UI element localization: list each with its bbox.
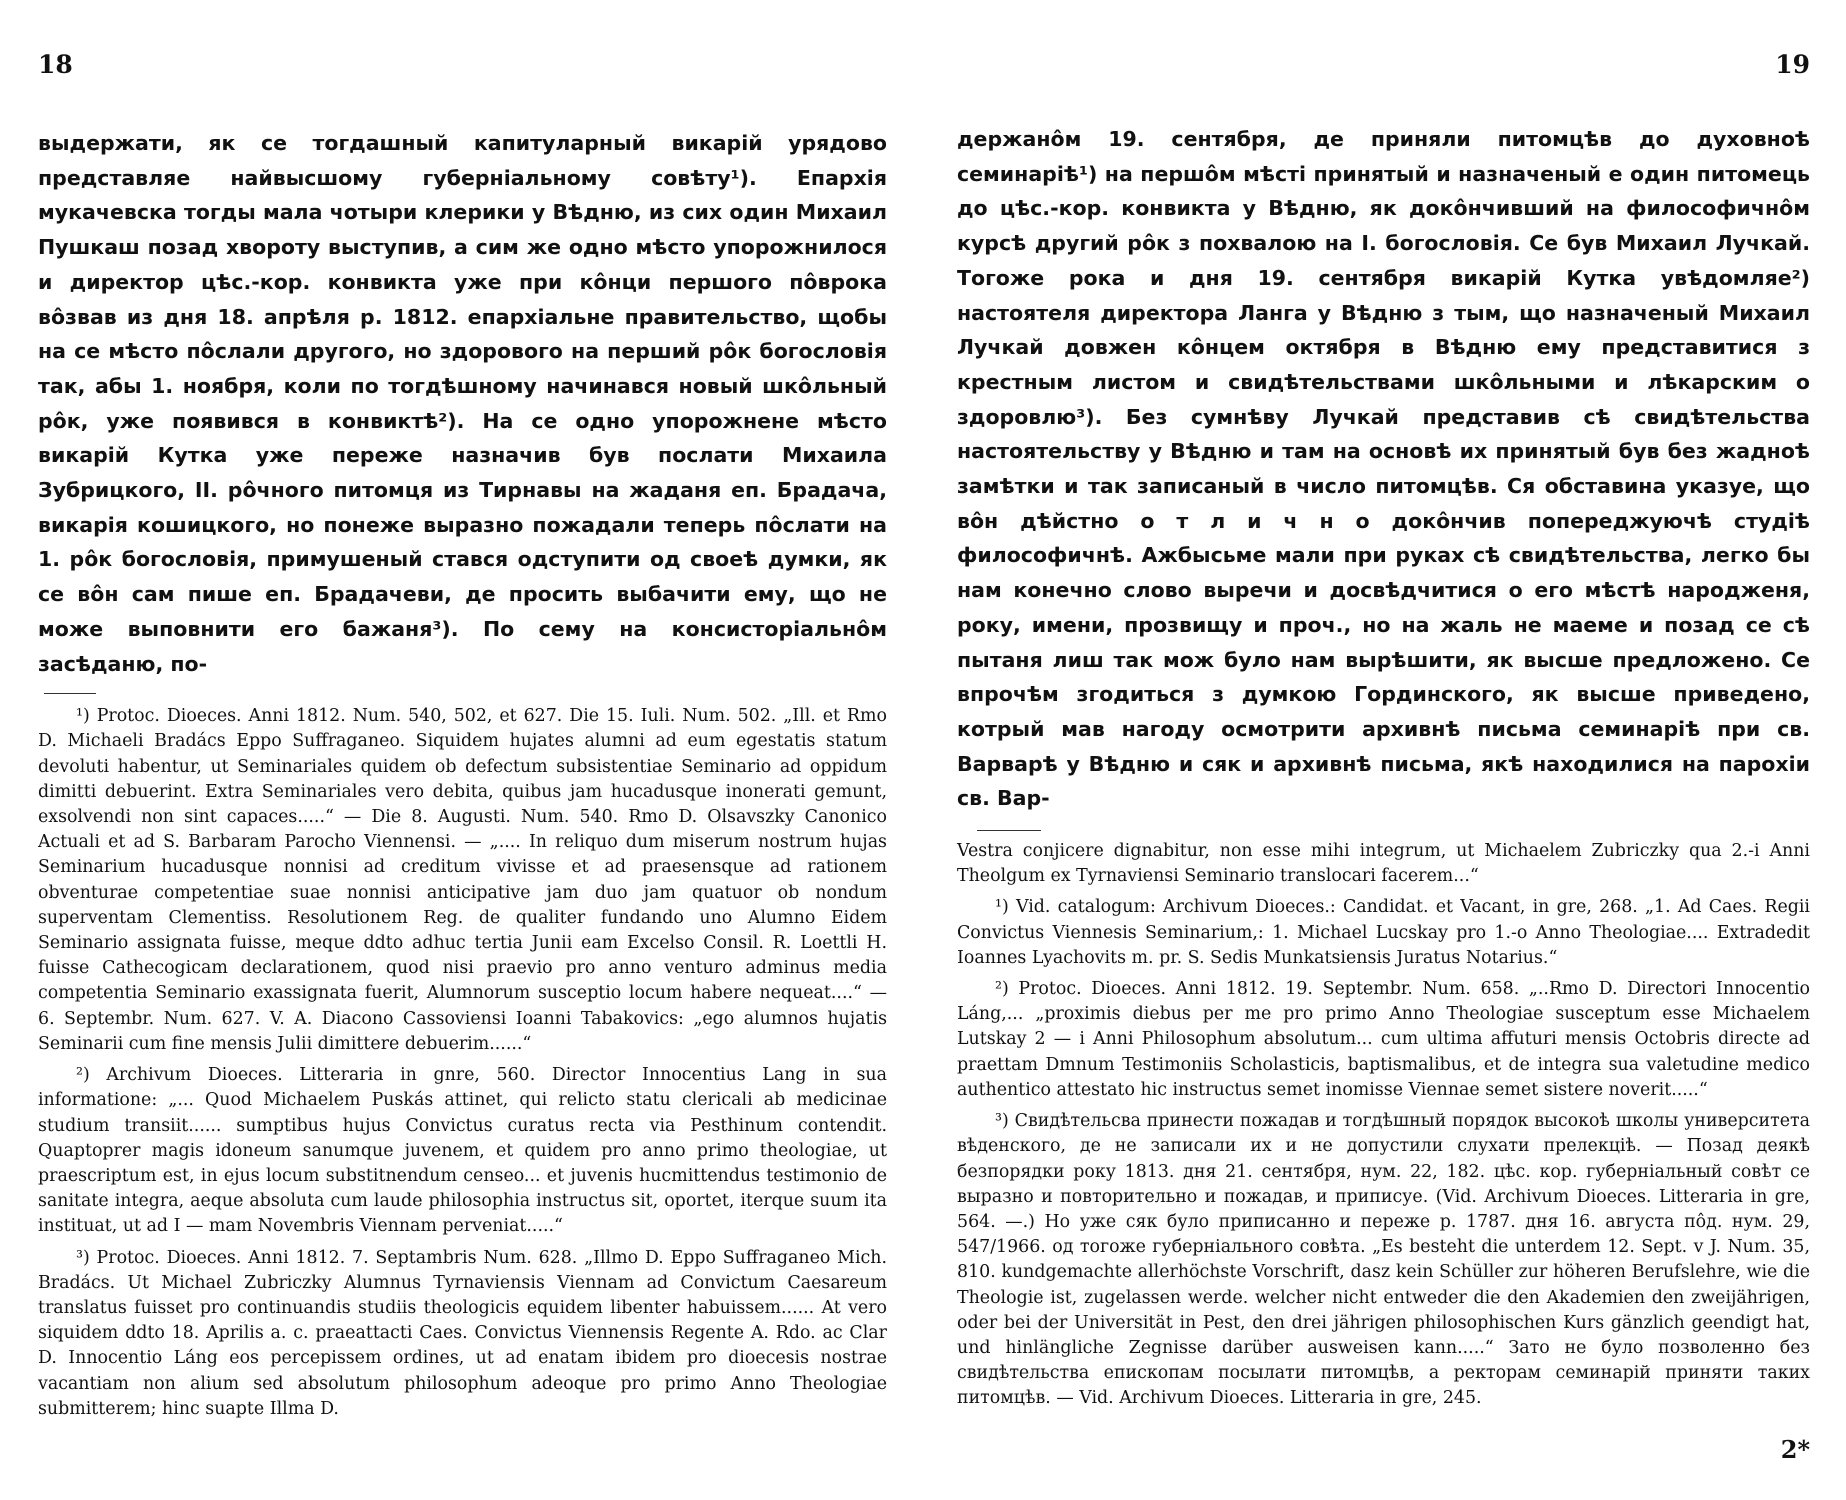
footnote: ³) Свидѣтельсва принести пожадав и тогдѣшный порядок высокоѣ школы университета вѣденского, де не записали их и не допустили слухати прелекціѣ. — Позад деякѣ безпорядки року 1813. дня 21. сентября, нум. 22, 182. цѣс. кор. губерніальный совѣт се выразно и повторительно и пожадав, и приписуе. (Vid. Archivum Dioeces. Litteraria in gre, 564. —.) Но уже сяк було приписанно и переже р. 1787. дня 16. августа пôд. нум. 29, 547/1966. од тогоже губерніального совѣта. „Es besteht die unterdem 12. Sept. v J. Num. 35, 810. kundgemachte allerhöchste Vorschrift, dasz kein Schüller zur höheren Berufslehre, wie die Theologie ist, zugelassen werde. welcher nicht entweder die den Akademien den zweijährigen, oder bei der Universität in Pest, den drei jährigen philosophischen Kurs gänzlich geendigt hat, und hinlängliche Zegnisse darüber ausweisen kann.....“ Зато не було позволенно без свидѣтельства епископам посылати питомцѣв, а ректорам семинарій приняти таких питомцѣв. — Vid. Archivum Dioeces. Litteraria in gre, 245.: [957, 1111, 1810, 1409]
footnote-continuation: Vestra conjicere dignabitur, non esse mihi integrum, ut Michaelem Zubriczky qua 2.-i Anni Theolgum ex Tyrnaviensi Seminario translocari facerem...“: [957, 841, 1810, 887]
footnote: ¹) Vid. catalogum: Archivum Dioeces.: Candidat. et Vacant, in gre, 268. „1. Ad Caes. Regii Convictus Viennesis Seminarium,: 1. Michael Lucskay pro 1.-o Anno Theologiae.... Extradedit Ioannes Lyachovits m. pr. S. Sedis Munkatsiensis Juratus Notarius.“: [957, 897, 1810, 968]
footnote: ³) Protoc. Dioeces. Anni 1812. 7. Septambris Num. 628. „Illmo D. Eppo Suffraganeo Mich. Bradács. Ut Michael Zubriczky Alumnus Tyrnaviensis Viennam ad Convictum Caesareum translatus fuisset pro continuandis studiis theologicis equidem libenter habuissem...... At vero siquidem ddto 18. Aprilis a. c. praeattacti Caes. Convictus Viennensis Regente A. Rdo. ac Clar D. Innocentio Láng eos percepissem ordines, ut ad enatam ibidem pro dioecesis nostrae vacantiam non alium sed absolutum philosophum adeoque pro primo Anno Theologiae submitterem; hinc suapte Illma D.: [38, 1247, 887, 1419]
footnote: ¹) Protoc. Dioeces. Anni 1812. Num. 540, 502, et 627. Die 15. Iuli. Num. 502. „Ill. et Rmo D. Michaeli Bradács Eppo Suffraganeo. Siquidem hujates alumni ad eum egestatis statum devoluti habentur, ut Seminariales quidem ob defectum subsistentiae Seminario ad oppidum dimitti debuerint. Extra Seminariales vero debita, quibus jam hucadusque inonerati gemunt, exsolvendi non sint capaces.....“ — Die 8. Augusti. Num. 540. Rmo D. Olsavszky Canonico Actuali et ad S. Barbaram Parocho Viennensi. — „.... In reliquo dum miserum nostrum hujas Seminarium hucadusque nonnisi ad creditum vivisse et ad praesensque ad rationem obventurae competentiae suae nonnisi anticipative jam duo jam quatuor ob nondum superventam Clementiss. Resolutionem Reg. de qualiter fundando uno Alumno Eidem Seminario assignata fuisse, meque ddto adhuc tertia Junii eam Excelso Consil. R. Loettli H. fuisse Cathecogicam declarationem, quod nisi praevio pro anno venturo adminus media competentia Seminario exassignata fuerit, Alumnorum susceptio locum habere nequeat....“ — 6. Septembr. Num. 627. V. A. Diacono Cassoviensi Ioanni Tabakovics: „ego alumnos hujatis Seminarii cum fine mensis Julii dimittere debuerim......“: [38, 706, 887, 1054]
page-number: 19: [1775, 50, 1810, 79]
footnote: ²) Archivum Dioeces. Litteraria in gnre, 560. Director Innocentius Lang in sua informatione: „... Quod Michaelem Puskás attinet, qui relicto statu clericali ab medicinae studium transiit...... sumptibus hujus Convictus curatus recta via Pesthinum contendit. Quaptoprer magis idoneum sanumque juvenem, et quidem pro anno primo theologiae, ut praescriptum est, in ejus locum substitnendum censeo... et juvenis hucmittendus testimonio de sanitate integra, aeque absoluta cum laude philosophia instructus sit, oportet, iterque suum ita instituat, ut ad I — mam Novembris Viennam perveniat.....“: [38, 1065, 887, 1237]
footnote-separator: [977, 830, 1041, 831]
right-page: [923, 0, 1846, 1500]
footnotes: [38, 704, 887, 1422]
footnote: ²) Protoc. Dioeces. Anni 1812. 19. Septembr. Num. 658. „..Rmo D. Directori Innocentio Láng,... „proximis diebus per me pro primo Anno Theologiae susceptum esse Michaelem Lutskay 2 — i Anni Philosophum absolutum... cum ultima affuturi mensis Octobris directe ad praettam Dmnum Testimoniis Scholasticis, baptismalibus, et de integra sua valetudine medico authentico attestato hic instructus semet inomisse Viennae semet sistere noverit.....“: [957, 979, 1810, 1100]
page-number: 18: [38, 50, 73, 79]
body-text: выдержати, як се тогдашный капитуларный викарій урядово представляе найвысшому губерніальному совѣту¹). Епархія мукачевска тогды мала чотыри клерики у Вѣдню, из сих один Михаил Пушкаш позад хвороту выступив, а сим же одно мѣсто упорожнилося и директор цѣс.-кор. конвикта уже при кôнци першого пôврока вôзвав из дня 18. апрѣля р. 1812. епархіальне правительство, щобы на се мѣсто пôслали другого, но здорового на перший рôк богословія так, абы 1. ноября, коли по тогдѣшному начинався новый шкôльный рôк, уже появився в конвиктѣ²). На се одно упорожнене мѣсто викарій Кутка уже переже назначив був послати Михаила Зубрицкого, II. рôчного питомця из Тирнавы на жаданя еп. Брадача, викарія кошицкого, но понеже выразно пожадали теперь пôслати на 1. рôк богословія, примушеный стався одступити од своеѣ думки, як се вôн сам пише еп. Брадачеви, де просить выбачити ему, що не може выповнити его бажаня³). По сему на консисторіальнôм засѣданю, по-: [38, 131, 887, 676]
body-text: держанôм 19. сентября, де приняли питомцѣв до духовноѣ семинаріѣ¹) на першôм мѣсті принятый и назначеный е один питомець до цѣс.-кор. конвикта у Вѣдню, як докôнчивший на философичнôм курсѣ другий рôк з похвалою на I. богословія. Се був Михаил Лучкай. Тогоже рока и дня 19. сентября викарій Кутка увѣдомляе²) настоятеля директора Ланга у Вѣдню з тым, що назначеный Михаил Лучкай довжен кôнцем октября в Вѣдню ему представитися з крестным листом и свидѣтельствами шкôльными и лѣкарским о здоровлю³). Без сумнѣву Лучкай представив сѣ свидѣтельства настоятельству у Вѣдню и там на основѣ их принятый був без жадноѣ замѣтки и так записаный в число питомцѣв. Ся обставина указуе, що вôн дѣйстно о т л и ч н о докôнчив попереджуючѣ студіѣ философичнѣ. Ажбысьме мали при руках сѣ свидѣтельства, легко бы нам конечно слово выречи и досвѣдчитися о его мѣстѣ народженя, року, имени, прозвищу и проч., но на жаль не маеме и позад се сѣ пытаня лиш так мож було нам вырѣшити, як высше предложено. Се впрочѣм згодиться з думкою Гординского, як высше приведено, котрый мав нагоду осмотрити архивнѣ письма семинаріѣ при св. Варварѣ у Вѣдню и сяк и архивнѣ письма, якѣ находилися на парохіи св. Вар-: [957, 127, 1810, 811]
footnote-separator: [44, 693, 96, 694]
footnotes: [957, 839, 1810, 1411]
signature-mark: 2*: [1780, 1435, 1810, 1464]
